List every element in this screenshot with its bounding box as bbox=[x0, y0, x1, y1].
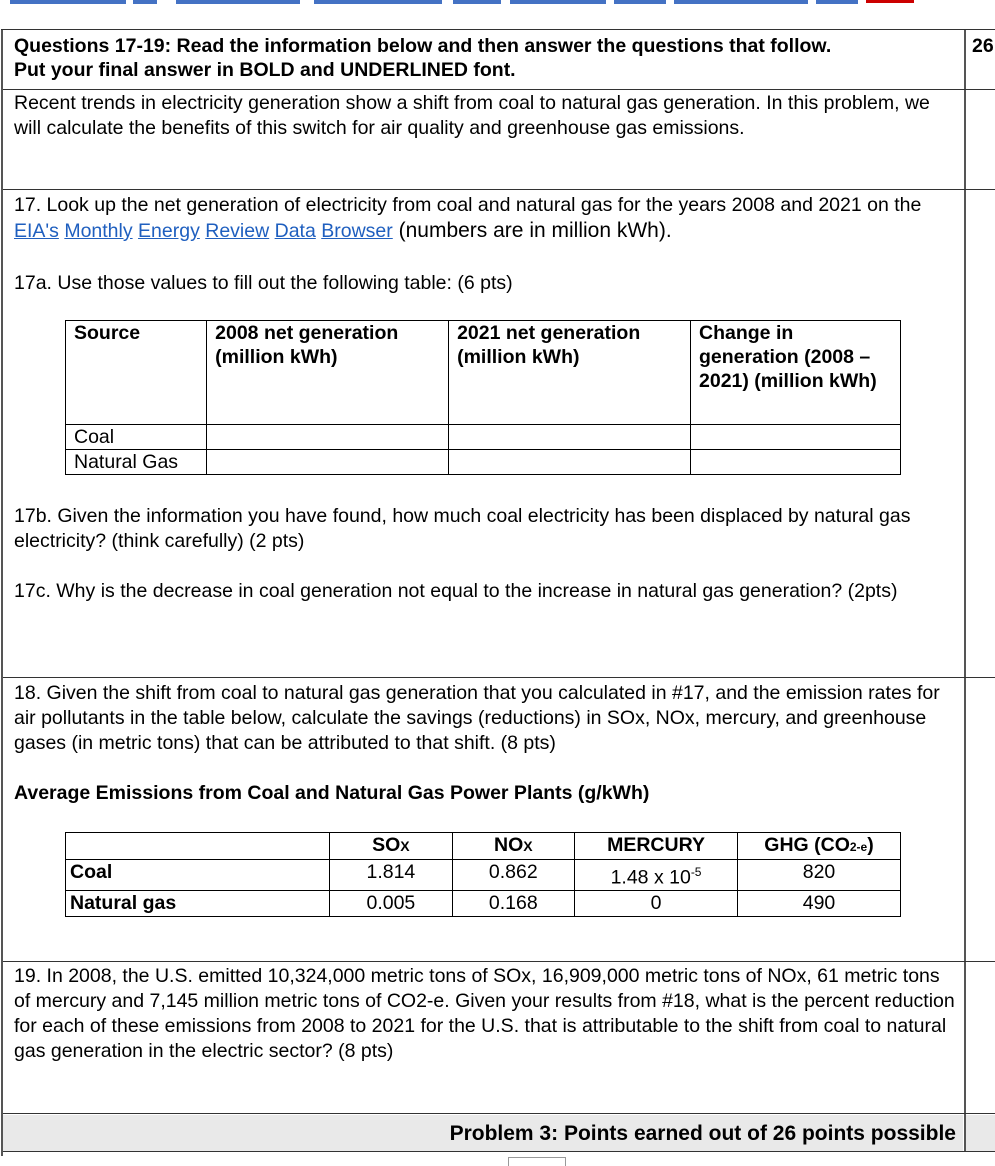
row-coal-label: Coal bbox=[66, 425, 207, 450]
question-17b: 17b. Given the information you have found, how much coal electricity has been displaced by natural gas electricity? (think carefully) (2 pts) bbox=[14, 505, 911, 552]
link-energy[interactable]: Energy bbox=[138, 220, 200, 242]
questions-heading bbox=[14, 34, 954, 82]
top-rule bbox=[133, 0, 157, 4]
link-browser[interactable]: Browser bbox=[321, 220, 393, 242]
points-total: 26 bbox=[972, 35, 994, 57]
link-monthly[interactable]: Monthly bbox=[64, 220, 133, 242]
header-2008: 2008 net generation (million kWh) bbox=[207, 321, 449, 425]
heading-line-1: Questions 17-19: Read the information below and then answer the questions that follow. bbox=[14, 35, 832, 57]
footer-bar-right bbox=[966, 1115, 995, 1151]
top-rule-red bbox=[866, 0, 914, 3]
top-rule bbox=[614, 0, 666, 4]
top-rule bbox=[674, 0, 808, 4]
header-2021: 2021 net generation (million kWh) bbox=[449, 321, 691, 425]
row-divider bbox=[3, 89, 995, 90]
top-rule bbox=[10, 0, 126, 4]
row-natgas-label: Natural Gas bbox=[66, 450, 207, 475]
row-divider bbox=[3, 1151, 995, 1152]
coal-sox: 1.814 bbox=[330, 860, 452, 891]
natgas-mercury: 0 bbox=[575, 890, 738, 916]
natgas-ghg: 490 bbox=[738, 890, 901, 916]
coal-2021-cell[interactable] bbox=[449, 425, 691, 450]
outer-left-border bbox=[1, 30, 3, 1156]
row-divider bbox=[1, 29, 995, 30]
natgas-2008-cell[interactable] bbox=[207, 450, 449, 475]
header-mercury: MERCURY bbox=[575, 833, 738, 860]
header-sox: SOX bbox=[330, 833, 452, 860]
coal-mercury: 1.48 x $10^{-5}$ bbox=[575, 860, 738, 891]
coal-2008-cell[interactable] bbox=[207, 425, 449, 450]
question-17c: 17c. Why is the decrease in coal generation not equal to the increase in natural gas generation? (2pts) bbox=[14, 580, 898, 602]
natgas-sox: 0.005 bbox=[330, 890, 452, 916]
natgas-label: Natural gas bbox=[66, 890, 330, 916]
top-rule bbox=[453, 0, 501, 4]
coal-nox: 0.862 bbox=[452, 860, 574, 891]
row-divider bbox=[3, 961, 995, 962]
coal-label: Coal bbox=[66, 860, 330, 891]
top-rule bbox=[816, 0, 858, 4]
heading-line-2: Put your final answer in BOLD and UNDERLINED font. bbox=[14, 59, 516, 81]
natgas-change-cell[interactable] bbox=[691, 450, 901, 475]
link-review[interactable]: Review bbox=[205, 220, 270, 242]
emissions-header-blank bbox=[66, 833, 330, 860]
header-nox: NOX bbox=[452, 833, 574, 860]
coal-change-cell[interactable] bbox=[691, 425, 901, 450]
footer-points-text: Problem 3: Points earned out of 26 points possible bbox=[449, 1122, 956, 1145]
top-rule bbox=[176, 0, 300, 4]
q17-text-after: (numbers are in million kWh). bbox=[392, 219, 672, 242]
page-tab-marker bbox=[508, 1157, 566, 1166]
q17-text: 17. Look up the net generation of electricity from coal and natural gas for the years 2008 and 2021 on the bbox=[14, 194, 922, 216]
row-divider bbox=[3, 677, 995, 678]
generation-table bbox=[65, 320, 901, 475]
question-17 bbox=[14, 193, 954, 244]
question-19: 19. In 2008, the U.S. emitted 10,324,000 metric tons of SOx, 16,909,000 metric tons of NOx, 61 metric tons of mercury and 7,145 million metric tons of CO2-e. Given your results from #18, what is the percent reduction for each of these emissions from 2008 to 2021 for the U.S. that is attributable to the shift from coal to natural gas generation in the electric sector? (8 pts) bbox=[14, 965, 955, 1062]
question-18: 18. Given the shift from coal to natural gas generation that you calculated in #17, and the emission rates for air pollutants in the table below, calculate the savings (reductions) in SOx, NOx, mercury, and greenhouse gases (in metric tons) that can be attributed to that shift. (8 pts) bbox=[14, 682, 940, 754]
question-17a: 17a. Use those values to fill out the following table: (6 pts) bbox=[14, 272, 513, 294]
intro-paragraph: Recent trends in electricity generation show a shift from coal to natural gas generation. In this problem, we will calculate the benefits of this switch for air quality and greenhouse gas emissions. bbox=[14, 92, 930, 139]
header-change: Change in generation (2008 – 2021) (million kWh) bbox=[691, 321, 901, 425]
coal-ghg: 820 bbox=[738, 860, 901, 891]
natgas-nox: 0.168 bbox=[452, 890, 574, 916]
top-rule bbox=[314, 0, 442, 4]
link-data[interactable]: Data bbox=[274, 220, 316, 242]
header-source: Source bbox=[66, 321, 207, 425]
natgas-2021-cell[interactable] bbox=[449, 450, 691, 475]
row-divider bbox=[3, 189, 995, 190]
emissions-table bbox=[65, 832, 901, 917]
emissions-table-title: Average Emissions from Coal and Natural Gas Power Plants (g/kWh) bbox=[14, 782, 650, 804]
header-ghg: GHG (CO2-e) bbox=[738, 833, 901, 860]
link-eia[interactable]: EIA's bbox=[14, 220, 59, 242]
column-divider bbox=[964, 30, 966, 1152]
top-rule bbox=[510, 0, 606, 4]
row-divider bbox=[3, 1113, 995, 1114]
